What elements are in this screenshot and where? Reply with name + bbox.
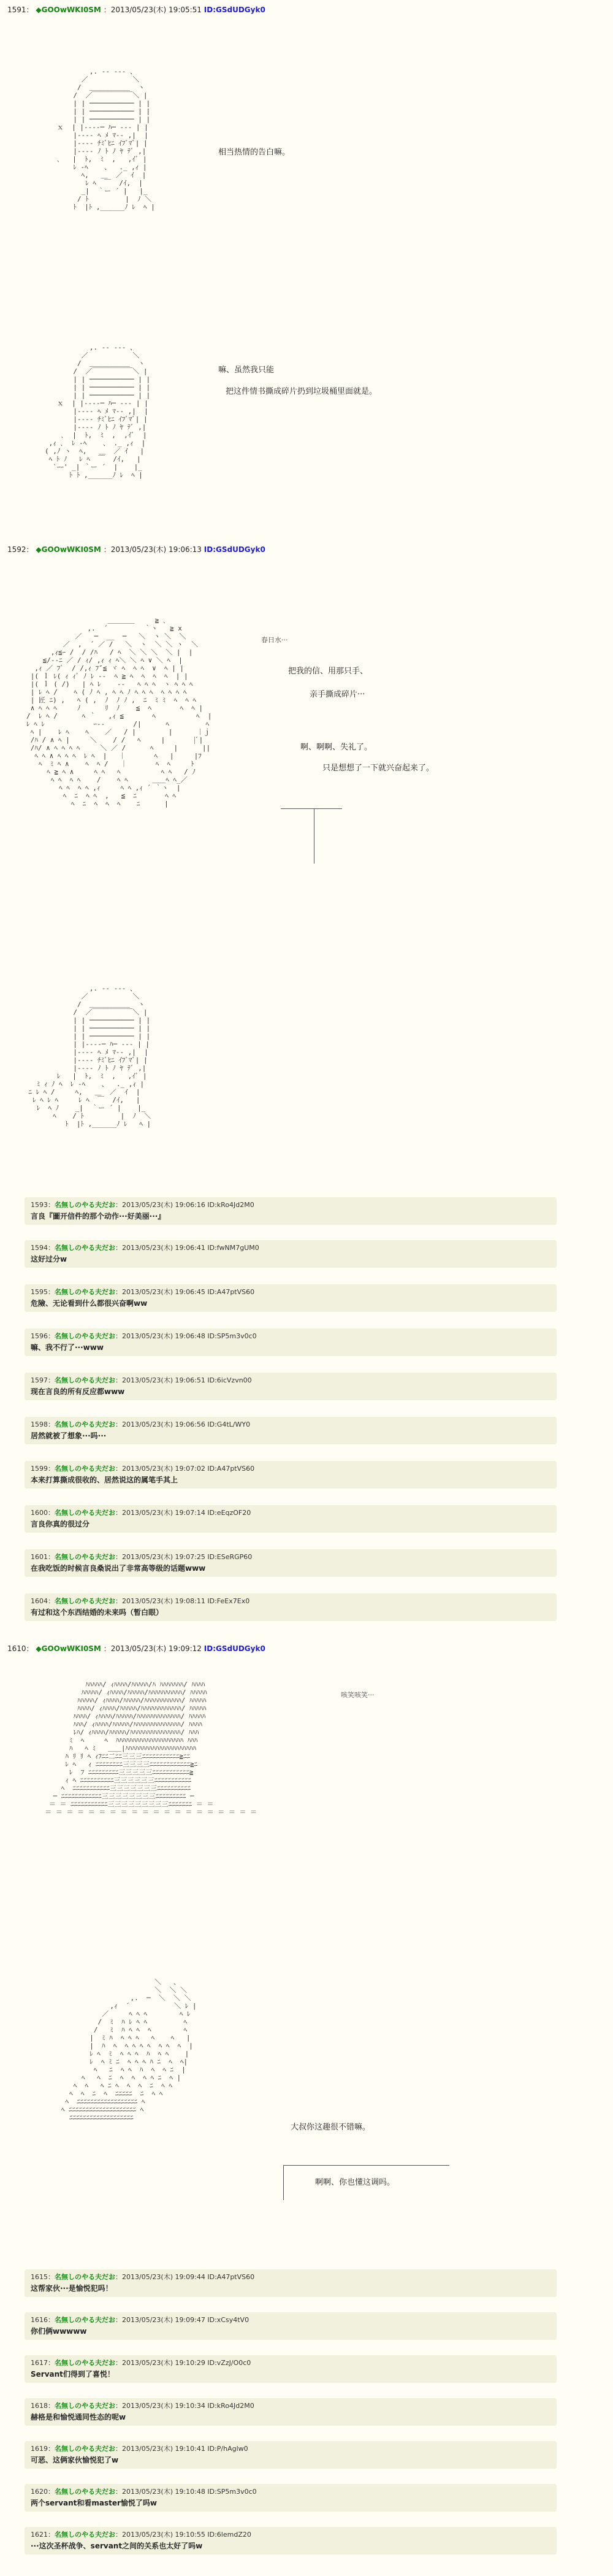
dialogue-line: 把这件情书撕成碎片扔到垃圾桶里面就是。 [226, 387, 378, 396]
reply-number: 1615： [31, 2273, 55, 2281]
reply-post [25, 1328, 557, 1356]
post-header-1592 [7, 545, 265, 554]
reply-name[interactable]: 名無しのやる夫だお [55, 1553, 115, 1561]
reply-name[interactable]: 名無しのやる夫だお [55, 1201, 115, 1209]
reply-meta: ：2013/05/23(木) 19:06:45 ID:A47ptVS60 [115, 1288, 255, 1296]
reply-number: 1617： [31, 2359, 55, 2367]
poster-id[interactable]: ID:GSdUDGyk0 [204, 1644, 265, 1653]
dialogue-line: 咳笑咳笑··· [341, 1691, 375, 1699]
reply-meta: ：2013/05/23(木) 19:06:41 ID:fwNM7gUM0 [115, 1244, 259, 1252]
reply-number: 1598： [31, 1420, 55, 1428]
reply-post [25, 1417, 557, 1444]
reply-meta: ：2013/05/23(木) 19:10:29 ID:vZzJ/O0c0 [115, 2359, 251, 2367]
reply-post [25, 2269, 557, 2297]
reply-post [25, 2484, 557, 2512]
reply-name[interactable]: 名無しのやる夫だお [55, 1509, 115, 1517]
reply-number: 1604： [31, 1597, 55, 1605]
reply-body: 嘛、我不行了···www [31, 1343, 104, 1352]
post-date: ：2013/05/23(木) 19:05:51 [103, 6, 202, 14]
reply-name[interactable]: 名無しのやる夫だお [55, 1288, 115, 1296]
reply-name[interactable]: 名無しのやる夫だお [55, 2273, 115, 2281]
reply-post [25, 2527, 557, 2555]
reply-body: 危險、无论看到什么都很兴奋啊ww [31, 1299, 148, 1308]
reply-number: 1593： [31, 1201, 55, 1209]
dialogue-line: 相当热情的告白嘛。 [218, 148, 291, 157]
dialogue-line: 啊啊、你也懂这调吗。 [315, 2178, 395, 2187]
reply-meta: ：2013/05/23(木) 19:06:51 ID:6icVzvn00 [115, 1376, 252, 1384]
ascii-art-character-5: ﾊﾊﾊﾊﾊ/ ｨﾊﾊﾊﾊ/ﾊﾊﾊﾊﾊ/ﾊ ﾊﾊﾊﾊﾊﾊﾊ/ ﾊﾊﾊﾊ ﾊﾊﾊﾊﾊ/ ｨﾊﾊﾊﾊ/ﾊﾊﾊﾊﾊ/ﾊﾊﾊﾊﾊﾊﾊﾊﾊﾊ/ ﾊﾊﾊﾊﾊ ﾊﾊﾊﾊﾊ/ ｨﾊﾊﾊﾊ/ﾊﾊﾊﾊﾊ/ﾊﾊﾊﾊﾊﾊﾊﾊﾊﾊﾊ/ ﾊﾊﾊﾊﾊ ﾊﾊﾊﾊ/ ｨﾊﾊﾊﾊ/ﾊﾊﾊﾊﾊ/ﾊﾊﾊﾊﾊﾊﾊﾊﾊﾊﾊﾊ/ ﾊﾊﾊﾊﾊ ﾊﾊﾊﾊ/ ｨﾊﾊﾊﾊ/ﾊﾊﾊﾊﾊ/ﾊﾊﾊﾊﾊﾊﾊﾊﾊﾊﾊﾊﾊ/ ﾊﾊﾊﾊﾊ ﾊﾊﾊ/ ｨﾊﾊﾊﾊ/ﾊﾊﾊﾊﾊ/ﾊﾊﾊﾊﾊﾊﾊﾊﾊﾊﾊﾊﾊﾊ/ ﾊﾊﾊﾊ ﾚﾊ/ ｨﾊﾊﾊﾊ/ﾊﾊﾊﾊﾊ/ﾊﾊﾊﾊﾊﾊﾊﾊﾊﾊﾊﾊﾊﾊﾊ/ ﾊﾊﾊ ﾐ ﾍ ﾍ ﾊﾊﾊﾊﾊﾊﾊﾊﾊﾊﾊﾊﾊﾊﾊﾊﾊﾊﾊﾊ ﾊﾊﾊ ﾊ ﾍ ﾐ ＿＿|ﾊﾊﾊﾊﾊﾊﾊﾊﾊﾊﾊﾊﾊﾊﾊﾊﾊﾊﾊﾊﾊ ﾊ ﾘ ﾘ ﾍ ｨﾌﾆﾆ二ﾆﾆ三三三ﾆﾆﾆﾆﾆﾆﾆﾆﾆﾆﾆ≧ﾆﾆ ﾚ ﾍ ｨ ﾆﾆﾆﾆﾆﾆﾆﾆ三三三三ﾆﾆﾆﾆﾆﾆﾆﾆﾆﾆﾆﾆ≧ﾆ ﾚ ﾌ ﾆﾆﾆﾆﾆﾆﾆﾆﾆ三三三三三ﾆﾆﾆﾆﾆﾆﾆﾆﾆﾆﾆ≧ ｨ ﾍ ﾆﾆﾆﾆﾆﾆﾆﾆﾆﾆ三三三三三三ﾆﾆﾆﾆﾆﾆﾆﾆﾆﾆﾆ ﾍ ﾆﾆﾆﾆﾆﾆﾆﾆﾆﾆﾆ三三三三三三三ﾆﾆﾆﾆﾆﾆﾆﾆﾆﾆ ─ ﾆﾆﾆﾆﾆﾆﾆﾆﾆﾆﾆﾆ三三三三三三三三ﾆﾆﾆﾆﾆﾆﾆﾆﾆ ─ ＝ ＝ ﾆﾆﾆﾆﾆﾆﾆﾆﾆﾆﾆ三三三三三三三三三ﾆﾆﾆﾆﾆﾆﾆ ＝ ＝ ＝ ＝ ＝ ＝ ＝ ＝ ＝ ＝ ＝ ＝ ＝ ＝ ＝ ＝ ＝ ＝ ＝ ＝ ＝ ＝ [45, 1681, 257, 1816]
reply-name[interactable]: 名無しのやる夫だお [55, 2488, 115, 2496]
reply-name[interactable]: 名無しのやる夫だお [55, 1244, 115, 1252]
reply-number: 1597： [31, 1376, 55, 1384]
reply-post [25, 1461, 557, 1489]
post-number: 1610： [7, 1644, 34, 1653]
reply-number: 1621： [31, 2531, 55, 2539]
reply-meta: ：2013/05/23(木) 19:10:55 ID:6lemdZ20 [115, 2531, 251, 2539]
reply-number: 1599： [31, 1465, 55, 1473]
reply-post [25, 1505, 557, 1533]
dialogue-line: 只是想想了一下就兴奋起来了。 [322, 764, 435, 773]
ascii-art-character-6: ＼ 、 ＼ ＼ ＼ ,. ─ ＼ ＼ ＼ ,ｨ ´ ＼ ﾚ | ／ ﾍ ﾍ ﾍ ﾍ ﾚ / ﾐ ﾊ ﾚ ﾍ ﾍ ﾍ / ﾐ ﾊ ﾍ ﾍ ﾍ ﾍ | ﾐ ﾊ ﾍ ﾍ ﾍ ﾍ ﾍ | | ﾊ ﾍ ﾍ ﾍ ﾍ ﾍ ﾍ ﾍ ﾍ | ﾚ ﾍ ﾐ ﾍ ﾍ ﾍ ﾊ ﾍ ﾍ | ﾚ ﾍ ﾐ ﾆ ﾍ ﾍ ﾍ ﾊ ﾆ ﾍ ﾍ| ﾍ ﾆ ﾍ ﾍ ﾊ ﾍ ﾍ ﾆ | ﾍ ﾍ ﾆ ﾍ ﾍ ﾍ ﾍ ﾆ ﾍ | ﾍ ﾍ ﾍ ﾆ ﾍ ﾍ ﾍ ﾆ ﾍ ﾍ ﾍ ﾍ ﾆ ﾍ ﾆﾆﾆﾆﾆ ﾆ ﾍ ﾍ ﾍ ﾆﾆﾆﾆﾆﾆﾆﾆﾆﾆﾆﾆﾆﾆﾆﾆﾆﾆ ﾍ ﾍ ﾆﾆﾆﾆﾆﾆﾆﾆﾆﾆﾆﾆﾆﾆﾆﾆﾆﾆﾆﾆ ﾍ ﾆﾆﾆﾆﾆﾆﾆﾆﾆﾆﾆﾆﾆﾆﾆﾆﾆﾆﾆ [61, 1978, 197, 2122]
post-number: 1591： [7, 6, 34, 14]
reply-number: 1594： [31, 1244, 55, 1252]
reply-body: 这好过分w [31, 1255, 67, 1263]
reply-body: 两个servant和看master愉悦了吗w [31, 2499, 158, 2507]
reply-post [25, 1240, 557, 1268]
reply-meta: ：2013/05/23(木) 19:07:14 ID:eEqzOF20 [115, 1509, 251, 1517]
ascii-art-character-1: ,. -‐ ‐‐- 、 ／ ＼ / ＿＿＿＿＿＿ ヽ / ／￣￣￣￣￣￣＼ | | | ─────────── | | | | ─────────── | | | | ─────────── | | ｘ | |‐‐‐‐─ ﾊ─ ‐‐‐ | | |---- ﾍ ﾒ ﾏ‐‐ ,| | |-‐‐‐ ﾁﾐﾞﾋﾆ ｲﾌﾞﾏﾞ| | |‐-‐‐ ﾉ ﾄ ﾉ ﾔ ﾃﾞ ,| ､ | ﾄ, ﾐ , ,ｲﾞ | ﾚ ‐ﾍ 、 ._ ,ｨ | ﾍ, ＿ ／ ｲ | ﾚ ﾍ ￣ /ｲ, | _| ｀ー ´ | |_ / ﾄ | ﾉ ＼ ﾄ |ﾄ ,______ﾉ ﾚ ﾍ | [56, 67, 155, 211]
reply-meta: ：2013/05/23(木) 19:10:41 ID:P/hAglw0 [115, 2445, 248, 2453]
reply-name[interactable]: 名無しのやる夫だお [55, 2531, 115, 2539]
reply-number: 1620： [31, 2488, 55, 2496]
reply-name[interactable]: 名無しのやる夫だお [55, 2316, 115, 2324]
reply-name[interactable]: 名無しのやる夫だお [55, 2402, 115, 2410]
dialogue-line: 春日水··· [261, 636, 288, 644]
reply-body: ···这次圣杯战争、servant之间的关系也太好了吗w [31, 2542, 203, 2550]
reply-meta: ：2013/05/23(木) 19:08:11 ID:FeEx7Ex0 [115, 1597, 250, 1605]
reply-name[interactable]: 名無しのやる夫だお [55, 1332, 115, 1340]
reply-number: 1616： [31, 2316, 55, 2324]
post-header-1610 [7, 1644, 265, 1654]
reply-name[interactable]: 名無しのやる夫だお [55, 1597, 115, 1605]
reply-body: Servant们得到了喜悦！ [31, 2370, 115, 2379]
reply-name[interactable]: 名無しのやる夫だお [55, 1376, 115, 1384]
reply-post [25, 1549, 557, 1577]
reply-number: 1601： [31, 1553, 55, 1561]
reply-meta: ：2013/05/23(木) 19:06:48 ID:SP5m3v0c0 [115, 1332, 257, 1340]
dialogue-line: 大叔你这趣很不错嘛。 [291, 2123, 371, 2132]
ascii-art-character-3: ＿＿＿＿ ≧ ､ ,. ´ ｀ヽ ≧ x ／ ─ __ ─ ＼ ヽ ＼ ＼ ／ , ´ ／ / ＼ ヽ ＼ ＼ ヽ ＼ ,ｨ≦ｰ / / /ﾊ / ﾍ ＼ ＼ ＼ ＼ | | ≦/‐‐ﾆ ／ / ｨ/ ,ｨ ｨ ﾍ＼ ＼ ﾍ ∨ ＼ ﾍ | ,ｨ ／ ﾌﾞ / /,ｨ ﾌ″≦ ヾ ﾍ ﾍ ﾍ ∨ ﾍ | | |( ｌ ﾚ( ｨ ｨﾞ ﾉ ﾚ ‐‐ ﾍ ≧ ﾍ ﾍ ﾍ ﾍ | | |( ｌ ( /) | ﾍ ﾚ ‐‐ ﾍ ﾍ ﾍ ヽ ﾍ ﾍ ﾍ | ﾚ ﾍ / ﾍ ( ﾉ ﾍ , ﾍ ﾍ ﾉ ﾍ ﾍ ﾍ ﾍ ﾍ ﾍ ﾍ | 匠 ﾆ) , ﾍ ( , ﾉ ﾉ ﾉ , ﾆ ﾐ ﾐ ﾍ ﾍ ﾍ ∧ ﾍ ﾍ ﾍ ﾉ ﾘ ﾉ ≦ ﾍ ﾍ ﾍ | / ﾚ ﾍ / ﾍ ｀ ,ｨ ≦ ﾍ ﾍ | ﾚ ﾍ ﾚ ｰ‐‐ /| ﾍ ﾍ ﾍ | ﾚ ﾍ ﾍ ／ / | | ｜ｊ /ﾊ / ∧ ﾍ | ＼ / / ﾍ | |ﾞ| /ﾊ/ ∧ ﾍ ﾍ ﾍ ﾍ ＼ ／ / ﾍ | || ﾍ ﾍ ∧ ﾍ ﾍ ﾍ ﾚ ﾍ | ｜ ﾍ | |ﾌ ﾍ ﾐ ﾍ ∧ ﾍ ﾍ / ｜ ﾍ ﾍ ﾄ ﾍ ≧ ﾍ ∧ ﾍ ﾍ ﾍ ﾍ ﾍ / ﾉ ﾍ ﾍ ﾍ ﾍ / ﾍ ﾍ ＿＿ﾍ ﾍ_／ ﾍ ﾍ ﾍ ﾍ ,ｨ ﾍ ﾍ ,ｨ ´ ｀ヽ | ﾍ ﾆ ﾍ ﾍ , ≦ ﾆ ﾍ ﾍ ﾍ ﾆ ﾍ ﾍ ﾍ ﾆ | [26, 616, 212, 808]
reply-post [25, 1284, 557, 1312]
frame-divider [281, 808, 342, 809]
reply-name[interactable]: 名無しのやる夫だお [55, 2445, 115, 2453]
reply-post [25, 1373, 557, 1400]
reply-body: 可恶、这俩家伙愉悦犯了w [31, 2456, 119, 2464]
reply-body: 有过和这个东西结婚的未来吗（暂白眼） [31, 1608, 164, 1617]
post-date: ：2013/05/23(木) 19:09:12 [103, 1644, 202, 1653]
dialogue-line: 把我的信、用那只手、 [288, 667, 368, 676]
reply-meta: ：2013/05/23(木) 19:10:48 ID:SP5m3v0c0 [115, 2488, 257, 2496]
reply-meta: ：2013/05/23(木) 19:07:02 ID:A47ptVS60 [115, 1465, 255, 1473]
reply-post [25, 1197, 557, 1225]
reply-body: 居然就被了想象···吗··· [31, 1432, 107, 1440]
reply-meta: ：2013/05/23(木) 19:06:56 ID:G4tL/WY0 [115, 1420, 251, 1428]
reply-number: 1619： [31, 2445, 55, 2453]
poster-name[interactable]: ◆GOOwWKI0SM [36, 6, 101, 14]
reply-body: 赫格是和愉悦通同性态的呢w [31, 2413, 126, 2421]
poster-name[interactable]: ◆GOOwWKI0SM [36, 1644, 101, 1653]
reply-body: 这帮家伙···是愉悦犯吗！ [31, 2284, 113, 2293]
poster-name[interactable]: ◆GOOwWKI0SM [36, 545, 101, 554]
reply-body: 言良『圖开信件的那个动作···好美丽···』 [31, 1212, 166, 1221]
reply-name[interactable]: 名無しのやる夫だお [55, 1420, 115, 1428]
reply-post [25, 2398, 557, 2426]
ascii-art-character-4: ,. -‐ ‐‐- 、 ／ ＼ / ＿＿＿＿＿＿ ヽ / ／￣￣￣￣￣￣＼ | | | ─────────── | | | | ─────────── | | | | ─────────── | | | |‐‐‐‐─ ﾊ─ ‐‐‐ | | |---- ﾍ ﾒ ﾏ‐‐ ,| | |-‐‐‐ ﾁﾐﾞﾋﾆ ｲﾌﾞﾏﾞ| | |‐-‐‐ ﾉ ﾄ ﾉ ﾔ ﾃﾞ ,| ﾚ | ﾄ, ﾐ , ,ｲﾞ | ﾐ ｨ ﾉ ﾍ ﾚ ‐ﾍ 、 ._ ,ｨ | ﾆ ﾚ ﾍ / ﾍ, ＿ ／ ｲ | ﾚ ﾍ ﾚ ﾍ ﾚ ﾍ ￣ /ｲ, | ﾚ ﾍ ﾉ _| ｀ー ´ | |_ ﾍ / ﾄ | ﾉ ＼ ﾄ |ﾄ ,______ﾉ ﾚ ﾍ | [28, 984, 151, 1128]
reply-post [25, 2355, 557, 2383]
ascii-art-character-2: ,. -‐ ‐‐- 、 ／ ＼ / ＿＿＿＿＿＿ ヽ / ／￣￣￣￣￣￣＼ | | | ─────────── | | | | ─────────── | | | | ─────────── | | ｘ | |‐‐‐‐─ ﾊ─ ‐‐‐ | | |---- ﾍ ﾒ ﾏ‐‐ ,| | |-‐‐‐ ﾁﾐﾞﾋﾆ ｲﾌﾞﾏﾞ| | |‐-‐‐ ﾉ ﾄ ﾉ ﾔ ﾃﾞ ,| ､ | ﾄ, ﾐ , ,ｲﾞ | ,ｨ ､ ﾚ ‐ﾍ 、 ._ ,ｨ | ( ,ﾉ ヽ ﾍ, ＿ ／ ｲ | ﾍ ﾄ ﾉ ﾚ ﾍ ￣ /ｲ, | `ｰｰ' _| ｀ー ´ | |_ ﾄ ﾄ ,______ﾉ ﾚ ﾍ | [44, 343, 151, 479]
reply-body: 言良你真的很过分 [31, 1520, 90, 1528]
dialogue-line: 啊、啊啊、失礼了。 [300, 743, 373, 752]
reply-body: 现在言良的所有反应都www [31, 1387, 125, 1396]
poster-id[interactable]: ID:GSdUDGyk0 [204, 545, 265, 554]
post-date: ：2013/05/23(木) 19:06:13 [103, 545, 202, 554]
reply-meta: ：2013/05/23(木) 19:09:44 ID:A47ptVS60 [115, 2273, 255, 2281]
reply-meta: ：2013/05/23(木) 19:06:16 ID:kRo4Jd2M0 [115, 1201, 254, 1209]
reply-number: 1618： [31, 2402, 55, 2410]
reply-meta: ：2013/05/23(木) 19:07:25 ID:ESeRGP60 [115, 1553, 253, 1561]
reply-body: 你们俩wwwww [31, 2327, 87, 2336]
dialogue-line: 嘛、虽然我只能 [218, 366, 275, 375]
reply-body: 本来打算撕成很收的、居然说这的属笔手其上 [31, 1476, 178, 1484]
post-header-1591 [7, 5, 265, 15]
reply-meta: ：2013/05/23(木) 19:09:47 ID:xCsy4tV0 [115, 2316, 249, 2324]
post-number: 1592： [7, 545, 34, 554]
reply-post [25, 1593, 557, 1621]
poster-id[interactable]: ID:GSdUDGyk0 [204, 6, 265, 14]
reply-number: 1600： [31, 1509, 55, 1517]
reply-meta: ：2013/05/23(木) 19:10:34 ID:kRo4Jd2M0 [115, 2402, 254, 2410]
reply-post [25, 2441, 557, 2469]
reply-name[interactable]: 名無しのやる夫だお [55, 2359, 115, 2367]
reply-body: 在我吃饭的时候言良桑说出了非常高等级的话题www [31, 1564, 206, 1573]
reply-post [25, 2312, 557, 2340]
reply-name[interactable]: 名無しのやる夫だお [55, 1465, 115, 1473]
reply-number: 1595： [31, 1288, 55, 1296]
reply-number: 1596： [31, 1332, 55, 1340]
dialogue-line: 亲手撕成碎片··· [310, 690, 365, 699]
